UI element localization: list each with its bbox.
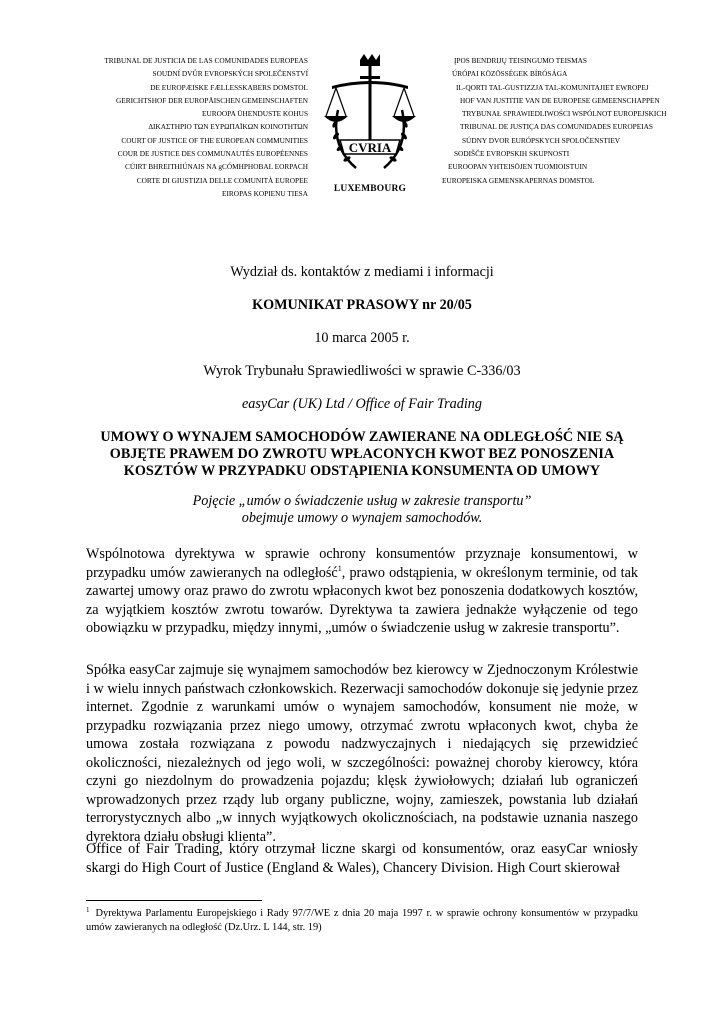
letterhead	[0, 54, 724, 214]
court-name: SÚDNY DVOR EURÓPSKYCH SPOLOČENSTIEV	[462, 135, 621, 145]
court-name: EUROOPA ÜHENDUSTE KOHUS	[202, 109, 308, 119]
body-paragraph-2: Spółka easyCar zajmuje się wynajmem samochodów bez kierowcy w Zjednoczonym Królestwie i w wielu innych państwach członkowskich. Rezerwacji samochodów dokonuje się jedynie przez internet. Zgodnie z warunkami umów o wynajem samochodów, konsument nie może, w przypadku rozwiązania przez niego umowy, otrzymać zwrotu wpłaconych kwot, chyba że umowa została rozwiązana z powodu nadzwyczajnych i niedających się przewidzieć okoliczności, niezależnych od jego woli, w szczególności: poważnej choroby kierowcy, która czyni go niezdolnym do prowadzenia pojazdu; klęsk żywiołowych; działań lub ograniczeń wprowadzonych przez rządy lub organy publiczne, wojny, zamieszek, powstania lub działań terrorystycznych albo „w innych wyjątkowych okolicznościach, na podstawie uznania naszego dyrektora działu obsługi klienta”.	[86, 662, 638, 845]
court-name: CÚIRT BHREITHIÚNAIS NA gCÓMHPHOBAL EORPACH	[125, 162, 308, 172]
court-name: HOF VAN JUSTITIE VAN DE EUROPESE GEMEENSCHAPPEN	[460, 95, 660, 105]
court-name: COURT OF JUSTICE OF THE EUROPEAN COMMUNITIES	[121, 135, 308, 145]
court-name: EUROPEISKA GEMENSKAPERNAS DOMSTOL	[442, 175, 595, 185]
footnote-reference: 1	[337, 563, 342, 573]
headline	[60, 429, 664, 480]
city-label: LUXEMBOURG	[333, 184, 407, 194]
judgment-line: Wyrok Trybunału Sprawiedliwości w sprawie C-336/03	[203, 363, 521, 379]
department-line: Wydział ds. kontaktów z mediami i informacji	[230, 264, 494, 280]
court-name: EUROOPAN YHTEISÖJEN TUOMIOISTUIN	[448, 162, 588, 172]
scales-of-justice-icon	[316, 54, 424, 182]
footnote-marker: 1	[86, 906, 90, 914]
letterhead-left-names	[40, 54, 308, 200]
court-name: IL-QORTI TAL-ĠUSTIZZJA TAL-KOMUNITAJIET EWROPEJ	[456, 82, 649, 92]
court-name: TRIBUNAL DE JUSTICIA DE LAS COMUNIDADES EUROPEAS	[104, 56, 308, 65]
court-name: CORTE DI GIUSTIZIA DELLE COMUNITÀ EUROPEE	[136, 175, 308, 185]
court-name: SOUDNÍ DVŮR EVROPSKÝCH SPOLEČENSTVÍ	[152, 69, 308, 79]
court-name: EIROPAS KOPIENU TIESA	[222, 188, 308, 198]
court-name: ÚRÓPAI KÖZÖSSÉGEK BÍRÓSÁGA	[452, 69, 568, 79]
cvria-emblem	[316, 54, 424, 204]
footnote	[86, 907, 638, 935]
case-parties: easyCar (UK) Ltd / Office of Fair Trading	[241, 396, 482, 412]
paragraph-text: , prawo odstąpienia, w określonym terminie, od tak zawartej umowy oraz prawo do zwrotu wpłaconych kwot bez ponoszenia dodatkowych kosztów, za wyjątkiem kosztów zwrotu towarów. Dyrektywa ta zawiera jednakże wyłączenie od tego obowiązku w przypadku, między innymi, „umów o świadczenie usług w zakresie transportu”.	[86, 564, 638, 636]
court-name: ĮPOS BENDRIJŲ TEISINGUMO TEISMAS	[454, 56, 587, 65]
headline-line: OBJĘTE PRAWEM DO ZWROTU WPŁACONYCH KWOT BEZ PONOSZENIA	[109, 446, 615, 462]
subtitle-line: Pojęcie „umów o świadczenie usług w zakresie transportu”	[192, 493, 532, 509]
court-name: COUR DE JUSTICE DES COMMUNAUTÉS EUROPÉENNES	[117, 149, 308, 159]
court-name: TRYBUNAŁ SPRAWIEDLIWOŚCI WSPÓLNOT EUROPEJSKICH	[462, 109, 667, 119]
press-release-number: KOMUNIKAT PRASOWY nr 20/05	[252, 297, 472, 313]
court-name: ΔΙΚΑΣΤΗΡΙΟ ΤΩΝ ΕΥΡΩΠΑΪΚΩΝ ΚΟΙΝΟΤΗΤΩΝ	[148, 122, 308, 132]
paragraph-text: Wspólnotowa dyrektywa w sprawie ochrony konsumentów przyznaje konsumentowi, w przypadku umów zawieranych na odległość	[86, 546, 638, 581]
letterhead-right-names	[432, 54, 702, 187]
headline-line: UMOWY O WYNAJEM SAMOCHODÓW ZAWIERANE NA ODLEGŁOŚĆ NIE SĄ	[100, 429, 624, 445]
footnote-text: Dyrektywa Parlamentu Europejskiego i Rady 97/7/WE z dnia 20 maja 1997 r. w sprawie ochrony konsumentów w przypadku umów zawieranych na odległość (Dz.Urz. L 144, str. 19)	[86, 908, 638, 933]
footnote-divider	[86, 900, 262, 901]
subtitle	[60, 493, 664, 527]
court-name: DE EUROPÆISKE FÆLLESSKABERS DOMSTOL	[150, 82, 308, 92]
headline-line: KOSZTÓW W PRZYPADKU ODSTĄPIENIA KONSUMENTA OD UMOWY	[123, 463, 601, 479]
body-paragraph-1	[86, 545, 638, 638]
release-date: 10 marca 2005 r.	[314, 330, 410, 346]
court-name: GERICHTSHOF DER EUROPÄISCHEN GEMEINSCHAFTEN	[116, 95, 308, 105]
emblem-word: CVRIA	[348, 140, 392, 155]
subtitle-line: obejmuje umowy o wynajem samochodów.	[241, 510, 483, 526]
court-name: SODIŠČE EVROPSKIH SKUPNOSTI	[454, 149, 570, 159]
court-name: TRIBUNAL DE JUSTIÇA DAS COMUNIDADES EUROPEIAS	[460, 122, 653, 132]
body-paragraph-3: Office of Fair Trading, który otrzymał liczne skargi od konsumentów, oraz easyCar wniosły skargi do High Court of Justice (England & Wales), Chancery Division. High Court skierował	[86, 841, 638, 876]
